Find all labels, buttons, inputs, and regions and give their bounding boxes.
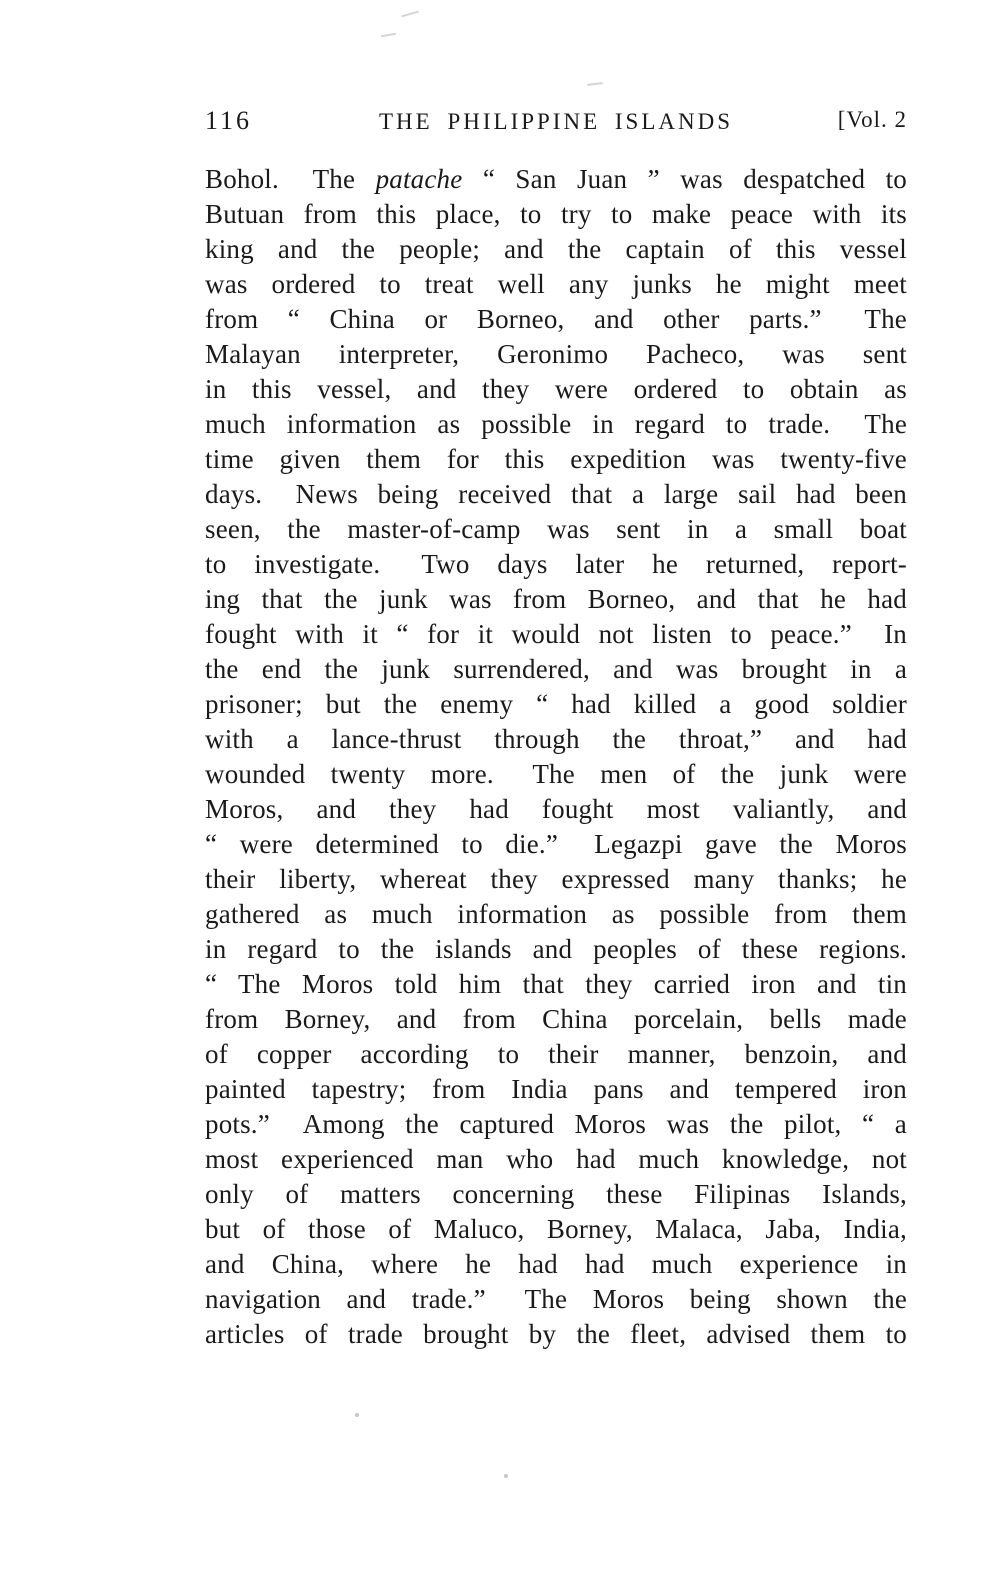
text-segment: “ were determined to die.” Legazpi gave the Moros — [205, 829, 907, 859]
text-segment: with a lance-thrust through the throat,” and had — [205, 724, 907, 754]
text-segment: was ordered to treat well any junks he might meet — [205, 269, 907, 299]
text-segment: to investigate. Two days later he returned, report- — [205, 549, 907, 579]
text-line — [205, 1002, 907, 1037]
text-line — [205, 1037, 907, 1072]
text-segment: gathered as much information as possible from them — [205, 899, 907, 929]
body-text — [205, 162, 907, 1352]
text-line — [205, 1072, 907, 1107]
scan-speck — [355, 1413, 359, 1417]
text-segment: but of those of Maluco, Borney, Malaca, Jaba, India, — [205, 1214, 907, 1244]
text-line — [205, 932, 907, 967]
text-line — [205, 582, 907, 617]
text-line — [205, 722, 907, 757]
text-segment: time given them for this expedition was twenty-five — [205, 444, 907, 474]
text-segment: in regard to the islands and peoples of these regions. — [205, 934, 907, 964]
italic-text: patache — [375, 164, 463, 194]
text-line — [205, 442, 907, 477]
text-line — [205, 407, 907, 442]
text-segment: “ San Juan ” was despatched to — [462, 164, 907, 194]
text-segment: ing that the junk was from Borneo, and that he had — [205, 584, 907, 614]
text-segment: Malayan interpreter, Geronimo Pacheco, was sent — [205, 339, 907, 369]
text-line — [205, 512, 907, 547]
text-segment: painted tapestry; from India pans and tempered iron — [205, 1074, 907, 1104]
text-segment: of copper according to their manner, benzoin, and — [205, 1039, 907, 1069]
text-line — [205, 792, 907, 827]
text-line — [205, 1107, 907, 1142]
text-line — [205, 897, 907, 932]
text-segment: their liberty, whereat they expressed many thanks; he — [205, 864, 907, 894]
text-line — [205, 372, 907, 407]
text-line — [205, 162, 907, 197]
page-number: 116 — [205, 106, 253, 135]
text-line — [205, 1212, 907, 1247]
text-segment: and China, where he had had much experience in — [205, 1249, 907, 1279]
text-segment: wounded twenty more. The men of the junk were — [205, 759, 907, 789]
text-line — [205, 1282, 907, 1317]
text-segment: navigation and trade.” The Moros being shown the — [205, 1284, 907, 1314]
running-head — [205, 105, 907, 141]
text-line — [205, 337, 907, 372]
text-segment: pots.” Among the captured Moros was the pilot, “ a — [205, 1109, 907, 1139]
text-line — [205, 967, 907, 1002]
text-segment: “ The Moros told him that they carried iron and tin — [205, 969, 907, 999]
text-segment: days. News being received that a large sail had been — [205, 479, 907, 509]
text-segment: only of matters concerning these Filipinas Islands, — [205, 1179, 907, 1209]
pencil-mark — [381, 33, 396, 38]
text-segment: from “ China or Borneo, and other parts.” The — [205, 304, 907, 334]
text-segment: articles of trade brought by the fleet, advised them to — [205, 1319, 907, 1349]
text-line — [205, 477, 907, 512]
page-title: THE PHILIPPINE ISLANDS — [379, 109, 733, 134]
text-line — [205, 652, 907, 687]
text-line — [205, 827, 907, 862]
text-segment: fought with it “ for it would not listen to peace.” In — [205, 619, 907, 649]
text-segment: Bohol. The — [205, 164, 376, 194]
text-segment: king and the people; and the captain of this vessel — [205, 234, 907, 264]
text-line — [205, 232, 907, 267]
pencil-mark — [401, 11, 419, 18]
text-segment: seen, the master-of-camp was sent in a small boat — [205, 514, 907, 544]
text-segment: prisoner; but the enemy “ had killed a good soldier — [205, 689, 907, 719]
text-line — [205, 1177, 907, 1212]
text-segment: from Borney, and from China porcelain, bells made — [205, 1004, 907, 1034]
text-line — [205, 197, 907, 232]
text-line — [205, 267, 907, 302]
text-line — [205, 547, 907, 582]
text-line — [205, 687, 907, 722]
text-line — [205, 757, 907, 792]
scan-speck — [504, 1474, 508, 1478]
text-segment: Butuan from this place, to try to make peace with its — [205, 199, 907, 229]
text-line — [205, 1247, 907, 1282]
text-segment: most experienced man who had much knowledge, not — [205, 1144, 907, 1174]
text-segment: Moros, and they had fought most valiantly, and — [205, 794, 907, 824]
text-line — [205, 1317, 907, 1352]
text-line — [205, 862, 907, 897]
pencil-mark — [587, 82, 603, 86]
text-segment: in this vessel, and they were ordered to obtain as — [205, 374, 907, 404]
text-segment: the end the junk surrendered, and was brought in a — [205, 654, 907, 684]
text-line — [205, 302, 907, 337]
volume-label: [Vol. 2 — [837, 107, 907, 132]
text-line — [205, 617, 907, 652]
text-segment: much information as possible in regard to trade. The — [205, 409, 907, 439]
text-line — [205, 1142, 907, 1177]
